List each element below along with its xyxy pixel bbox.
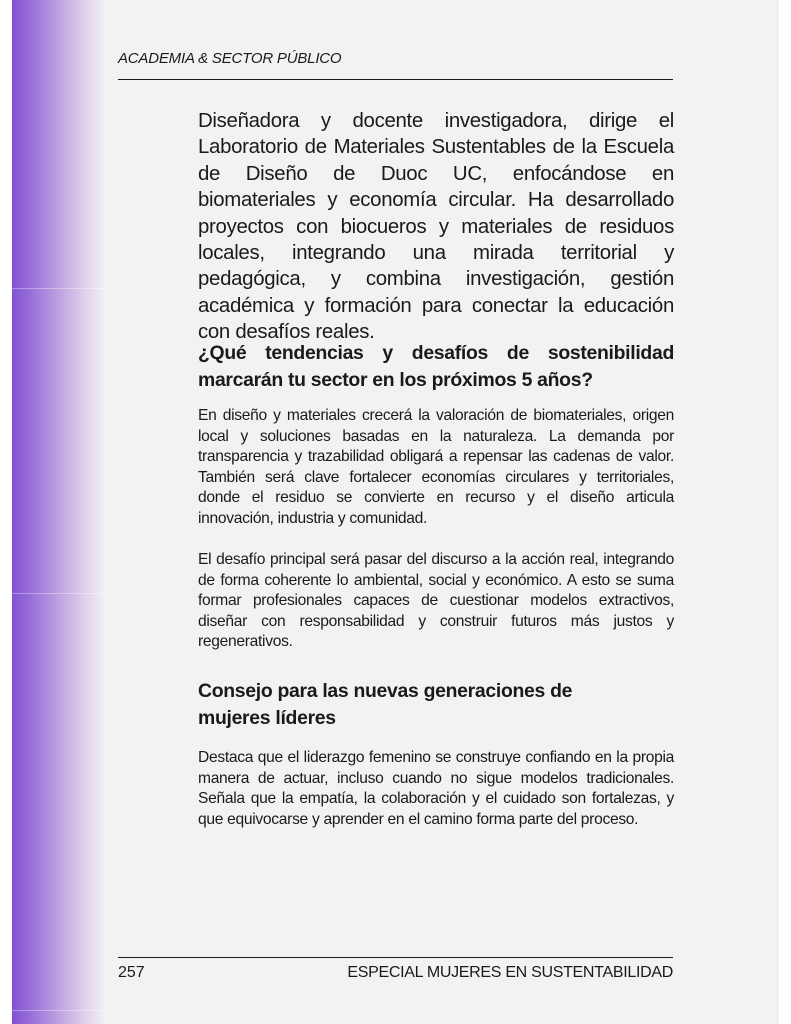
strip-divider xyxy=(12,1010,104,1011)
accent-gradient-strip xyxy=(12,0,104,1024)
publication-title: ESPECIAL MUJERES EN SUSTENTABILIDAD xyxy=(347,964,673,981)
body-paragraph: En diseño y materiales crecerá la valoración de biomateriales, origen local y soluciones basadas en la naturaleza. La demanda por transparencia y trazabilidad obligará a repensar las cadenas de valor. También será clave fortalecer economías circulares y territoriales, donde el residuo se convierte en recurso y el diseño articula innovación, industria y comunidad. xyxy=(198,407,674,527)
strip-divider xyxy=(12,593,104,594)
section-heading-trends: ¿Qué tendencias y desafíos de sostenibilidad marcarán tu sector en los próximos 5 años? xyxy=(198,342,674,391)
intro-paragraph: Diseñadora y docente investigadora, dirige el Laboratorio de Materiales Sustentables de la Escuela de Diseño de Duoc UC, enfocándose en biomateriales y economía circular. Ha desarrollado proyectos con biocueros y materiales de residuos locales, integrando una mirada territorial y pedagógica, y combina investigación, gestión académica y formación para conectar la educación con desafíos reales. xyxy=(198,110,674,344)
footer-rule xyxy=(118,957,673,958)
strip-divider xyxy=(12,288,104,289)
section-heading-advice: Consejo para las nuevas generaciones de mujeres líderes xyxy=(198,680,573,729)
magazine-page xyxy=(12,0,779,1024)
body-paragraph: El desafío principal será pasar del discurso a la acción real, integrando de forma coherente lo ambiental, social y económico. A esto se suma formar profesionales capaces de cuestionar modelos extractivos, diseñar con responsabilidad y construir futuros más justos y regenerativos. xyxy=(198,551,674,650)
page-number: 257 xyxy=(118,964,145,981)
section-running-head: ACADEMIA & SECTOR PÚBLICO xyxy=(118,50,342,67)
header-rule xyxy=(118,79,673,80)
body-paragraph: Destaca que el liderazgo femenino se construye confiando en la propia manera de actuar, incluso cuando no sigue modelos tradicionales. Señala que la empatía, la colaboración y el cuidado son fortalezas, y que equivocarse y aprender en el camino forma parte del proceso. xyxy=(198,749,674,828)
